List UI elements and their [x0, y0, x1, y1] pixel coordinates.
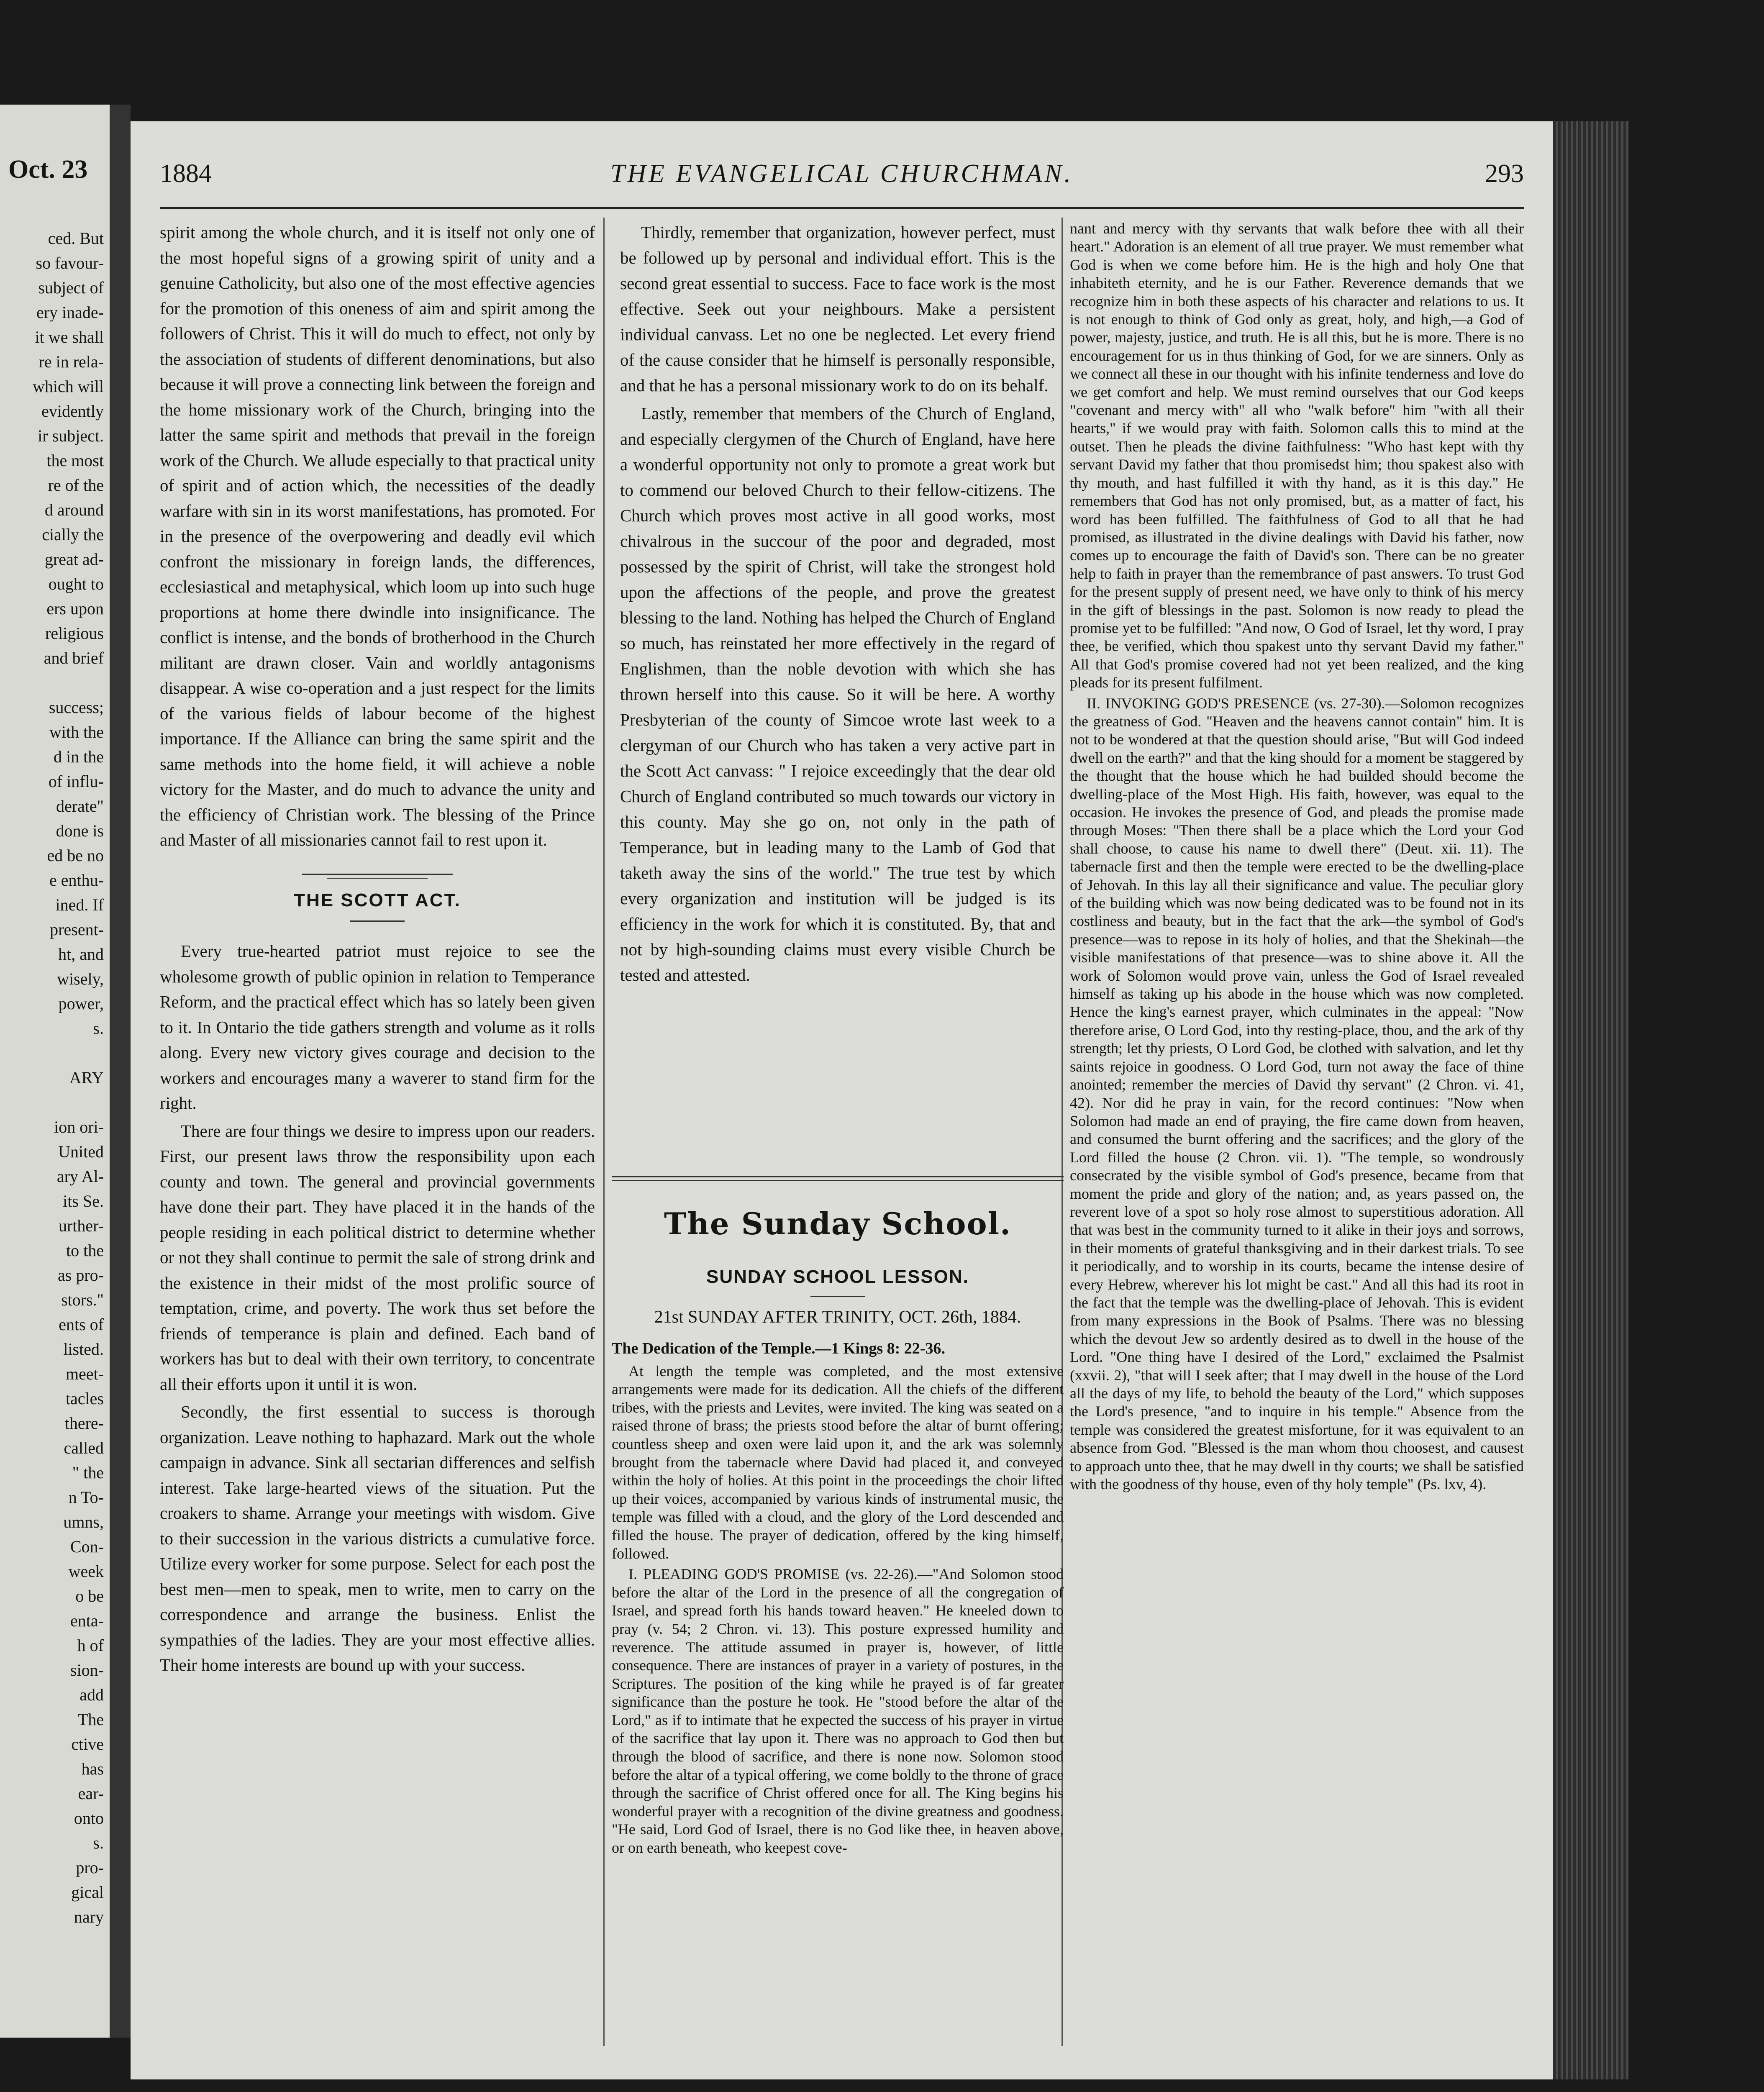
facing-page-line: ir subject. — [38, 426, 104, 445]
facing-page-line: as pro- — [58, 1266, 104, 1284]
facing-page-line: d in the — [54, 747, 104, 766]
heading-rule — [810, 1296, 865, 1297]
column-3 — [1070, 220, 1524, 2048]
lesson-paragraph: II. INVOKING GOD'S PRESENCE (vs. 27-30).—Solomon recognizes the greatness of God. "Heaven and the heavens cannot contain" him. It is not to be wondered at that the question should arise, "But will God indeed dwell on the earth?" and that the king should for a moment be staggered by the thought that the house which he had builded should become the dwelling-place of the Most High. His faith, however, was equal to the occasion. He invokes the presence of God, and pleads the promise made through Moses: "Then there shall be a place which the Lord your God shall choose, to cause his name to dwell there" (Deut. xii. 11). The tabernacle first and then the temple were erected to be the dwelling-place of Jehovah. In this lay all their significance and value. The peculiar glory of the building which was now being dedicated was to be found not in its costliness and beauty, but in the fact that the ark—the symbol of God's presence—was to repose in its holy of holies, and that the Shekinah—the visible manifestations of that presence—was to shine above it. All the work of Solomon would prove vain, unless the God of Israel revealed himself as taking up his abode in the house which was now completed. Hence the king's earnest prayer, which culminates in the appeal: "Now therefore arise, O Lord God, into thy resting-place, thou, and the ark of thy strength; let thy priests, O Lord God, be clothed with salvation, and let thy saints rejoice in goodness. O Lord God, turn not away the face of thine anointed; remember the mercies of David thy servant" (2 Chron. vi. 41, 42). Nor did he pray in vain, for the record continues: "Now when Solomon had made an end of praying, the fire came down from heaven, and consumed the burnt offering and the sacrifices; and the glory of the Lord filled the house (2 Chron. vii. 1). "The temple, so wondrously consecrated by the visible symbol of God's presence, became from that moment the pride and glory of the nation; and, as years passed on, the reverent love of a spot so holy rose almost to superstitious adoration. All that was best in the community turned to it alike in their joys and sorrows, in their moments of grateful thanksgiving and in their darkest trials. To see it periodically, and to worship in its courts, became the intense desire of every Hebrew, wherever his lot might be cast." And all this had its root in the fact that the temple was the dwelling-place of Jehovah. This is evident from many expressions in the Book of Psalms. There was no blessing which the devout Jew so ardently desired as to dwell in the house of the Lord. "One thing have I desired of the Lord," exclaimed the Psalmist (xxvii. 2), "that will I seek after; that I may dwell in the house of the Lord all the days of my life, to behold the beauty of the Lord," which supposes the Lord's presence, "and to inquire in his temple." Absence from the temple was considered the greatest misfortune, for it was equivalent to an absence from God. "Blessed is the man whom thou choosest, and causest to approach unto thee, that he may dwell in thy courts; we shall be satisfied with the goodness of thy house, even of thy holy temple" (Ps. lxv, 4). — [1070, 695, 1524, 1493]
ornamental-rule — [302, 874, 453, 875]
facing-page-line: The — [77, 1710, 104, 1729]
facing-page-line: with the — [49, 723, 104, 741]
facing-page-line: enta- — [70, 1611, 104, 1630]
facing-page-line: h of — [77, 1636, 104, 1655]
facing-page-line: subject of — [38, 278, 104, 297]
header-rule — [160, 207, 1524, 209]
page-number: 293 — [1485, 159, 1524, 188]
facing-page-line — [3, 670, 108, 695]
facing-page-line: tacles — [65, 1389, 104, 1408]
facing-page-line: ery inade- — [36, 303, 104, 322]
facing-page-line: present- — [50, 920, 104, 939]
facing-page-line: and brief — [44, 649, 104, 667]
article-paragraph: There are four things we desire to impress upon our readers. First, our present laws throw the responsibility upon each county and town. The general and provincial governments have done their part. They have placed it in the hands of the people residing in each political district to determine whether or not they shall continue to permit the sale of strong drink and the existence in their midst of the most prolific source of temptation, crime, and poverty. The work thus set before the friends of temperance is plain and defined. Each band of workers has but to deal with their own territory, to concentrate all their efforts upon it until it is won. — [160, 1121, 595, 1394]
facing-page-line: umns, — [63, 1513, 104, 1531]
facing-page-line: ought to — [48, 574, 104, 593]
facing-page-line: o be — [75, 1587, 104, 1605]
lesson-subheading: The Dedication of the Temple.—1 Kings 8: 22-36. — [612, 1340, 945, 1357]
page-header — [160, 159, 1524, 197]
page-edge — [1553, 121, 1628, 2079]
lesson-paragraph: I. PLEADING GOD'S PROMISE (vs. 22-26).—"And Solomon stood before the altar of the Lord in the presence of all the congregation of Israel, and spread forth his hands toward heaven." He kneeled down to pray (v. 54; 2 Chron. vi. 13). This posture expressed humility and reverence. The attitude assumed in prayer is, however, of little consequence. There are instances of prayer in a variety of postures, in the Scriptures. The position of the king while he prayed is of far greater significance than the posture he took. He "stood before the altar of the Lord," as if to intimate that he expected the success of his prayer in virtue of the sacrifice that lay upon it. There was no approach to God then but through the blood of sacrifice, and there is none now. Solomon stood before the altar of a typical offering, we come boldly to the throne of grace through the sacrifice of Christ offered once for all. The King begins his wonderful prayer with a recognition of the divine greatness and goodness. "He said, Lord God of Israel, there is no God like thee, in heaven above, or on earth beneath, who keepest cove- — [612, 1566, 1064, 1856]
facing-page-line: gical — [71, 1883, 104, 1902]
book-gutter — [110, 105, 131, 2038]
facing-page-line: of influ- — [48, 772, 104, 791]
lesson-paragraph: nant and mercy with thy servants that walk before thee with all their heart." Adoration is an element of all true prayer. We must remember what God is when we come before him. He is the high and holy One that inhabiteth eternity, and he is our Father. Reverence demands that we recognize him in both these aspects of his character and relations to us. It is not enough to think of God only as great, holy, and high,—a God of power, majesty, justice, and truth. He is all this, but he is more. There is no encouragement for us in thus thinking of God, for we are sinners. Only as we connect all these in our thought with his infinite tenderness and love do we get comfort and help. We must remind ourselves that our God keeps "covenant and mercy with" all who "walk before" him "with all their hearts," if we would pray with faith. Solomon calls this to mind at the outset. Then he pleads the divine faithfulness: "Who hast kept with thy servant David my father that thou promisedst him; thou spakest also with thy mouth, and hast fulfilled it with thy hand, as it is this day." He remembers that God has not only promised, but, as a matter of fact, his word has been fulfilled. The faithfulness of God to all that he had promised, as illustrated in the divine dealings with David his father, now comes up to encourage the faith of David's son. There can be no greater help to faith in prayer than the remembrance of past answers. To trust God for the present supply of present need, we have only to think of his mercy in the gift of blessings in the past. Solomon is now ready to plead the promise yet to be fulfilled: "And now, O God of Israel, let thy word, I pray thee, be verified, which thou spakest unto thy servant David my father." All that God's promise covered had not yet been realized, and the king pleads for its present fulfilment. — [1070, 220, 1524, 691]
facing-page-line: s. — [93, 1833, 104, 1852]
facing-page-line — [3, 1041, 108, 1065]
lesson-heading: SUNDAY SCHOOL LESSON. — [706, 1266, 969, 1287]
facing-page-line: evidently — [41, 402, 104, 420]
sunday-school-section — [612, 1176, 1064, 2092]
column-2 — [620, 220, 1055, 1165]
heading-rule — [350, 920, 405, 922]
facing-page-line: urther- — [58, 1216, 104, 1235]
section-rule — [612, 1180, 1064, 1181]
facing-page-line: onto — [74, 1809, 104, 1828]
facing-page-line: ARY — [69, 1068, 104, 1087]
section-rule — [612, 1176, 1064, 1177]
facing-page-line: re in rela- — [38, 352, 104, 371]
facing-page-line: has — [81, 1759, 104, 1778]
facing-page-line: Con- — [70, 1537, 104, 1556]
facing-page-line: called — [64, 1438, 104, 1457]
facing-page-line: ers upon — [46, 599, 104, 618]
facing-page-date: Oct. 23 — [8, 155, 88, 184]
sunday-school-title: The Sunday School. — [664, 1206, 1012, 1241]
article-paragraph: Secondly, the first essential to success is thorough organization. Leave nothing to haphazard. Mark out the whole campaign in advance. Sink all sectarian differences and selfish interest. Take large-hearted views of the situation. Put the croakers to shame. Arrange your meetings with wisdom. Give to their succession in the various districts a cumulative force. Utilize every worker for some purpose. Select for each post the best men—men to speak, men to write, men to carry on the correspondence and arrange the business. Enlist the sympathies of the ladies. They are your most effective allies. Their home interests are bound up with your success. — [160, 1402, 595, 1674]
facing-page-line: pro- — [76, 1858, 104, 1877]
newspaper-page — [131, 121, 1553, 2079]
facing-page-line: week — [68, 1562, 104, 1581]
facing-page-line: its Se. — [63, 1192, 104, 1210]
facing-page-line: ion ori- — [54, 1118, 104, 1136]
facing-page-line: so favour- — [36, 254, 104, 272]
facing-page-line: which will — [33, 377, 104, 396]
facing-page-line: listed. — [63, 1340, 104, 1359]
facing-page-line: United — [58, 1142, 104, 1161]
facing-page-line: nary — [74, 1907, 104, 1926]
facing-page-line: ear- — [78, 1784, 104, 1803]
facing-page-line: add — [79, 1685, 104, 1704]
lesson-date: 21st SUNDAY AFTER TRINITY, OCT. 26th, 1884. — [654, 1308, 1021, 1327]
facing-page-line: ents of — [59, 1315, 104, 1334]
facing-page-line: d around — [44, 500, 104, 519]
facing-page-line: power, — [58, 994, 104, 1013]
facing-page-line: it we shall — [35, 328, 104, 346]
facing-page-line: s. — [93, 1019, 104, 1038]
facing-page-line: success; — [49, 698, 104, 717]
facing-page-line: done is — [56, 821, 104, 840]
facing-page-line: ced. But — [48, 229, 104, 248]
facing-page-line: n To- — [68, 1488, 104, 1507]
facing-page-line: ary Al- — [56, 1167, 104, 1186]
facing-page-line: ctive — [71, 1735, 104, 1754]
facing-page-line: there- — [64, 1414, 104, 1433]
facing-page-line: stors." — [61, 1290, 104, 1309]
facing-page-line: religious — [45, 624, 104, 643]
article-paragraph: Every true-hearted patriot must rejoice to see the wholesome growth of public opinion in relation to Temperance Reform, and the practical effect which has so lately been given to it. In Ontario the tide gathers strength and volume as it rolls along. Every new victory gives courage and decision to the workers and encourages many a waverer to stand firm for the right. — [160, 941, 595, 1113]
facing-page-line: meet- — [65, 1364, 104, 1383]
facing-page-line: cially the — [42, 525, 104, 544]
article-paragraph: spirit among the whole church, and it is itself not only one of the most hopeful signs of a growing spirit of unity and a genuine Catholicity, but also one of the most effective agencies for the promotion of this oneness of aim and spirit among the followers of Christ. This it will do much to effect, not only by the association of students of different denominations, but also because it will prove a connecting link between the foreign and the home missionary work of the Church, bringing into the latter the same spirit and methods that prevail in the foreign work of the Church. We allude especially to that practical unity of spirit and of action which, the necessities of the deadly warfare with sin in its worst manifestations, has promoted. For in the presence of the overpowering and deadly evil which confront the missionary in foreign lands, the differences, ecclesiastical and metaphysical, which loom up into such huge proportions at home there dwindle into insignificance. The conflict is intense, and the bonds of brotherhood in the Church militant are drawn closer. Vain and worldly antagonisms disappear. A wise co-operation and a just respect for the limits of the various fields of labour become of the highest importance. If the Alliance can bring the same spirit and the same methods into the home field, it will achieve a noble victory for the Master, and do much to advance the unity and the efficiency of Christian work. The blessing of the Prince and Master of all missionaries cannot fail to rest upon it. — [160, 223, 595, 849]
facing-page-line: to the — [66, 1241, 104, 1260]
facing-page-line: ed be no — [47, 846, 104, 865]
facing-page-line: the most — [46, 451, 104, 470]
facing-page-line: ined. If — [55, 895, 104, 914]
column-1 — [160, 220, 595, 1680]
facing-page-line: re of the — [48, 476, 104, 495]
facing-page-line: great ad- — [44, 550, 104, 569]
facing-page-text — [3, 226, 108, 1929]
lesson-paragraph: At length the temple was completed, and the most extensive arrangements were made for its dedication. All the chiefs of the different tribes, with the priests and Levites, were invited. The king was seated on a raised throne of brass; the priests stood before the altar of burnt offering; countless sheep and oxen were laid upon it, and the ark was solemnly brought from the tabernacle where David had placed it, and conveyed within the holy of holies. At this point in the proceedings the choir lifted up their voices, accompanied by various kinds of instrumental music, the temple was filled with a cloud, and the glory of the Lord descended and filled the house. The prayer of dedication, offered by the king himself, followed. — [612, 1362, 1064, 1562]
header-year: 1884 — [160, 159, 212, 188]
facing-page-line: derate" — [56, 797, 104, 815]
article-paragraph: Lastly, remember that members of the Church of England, and especially clergymen of the Church of England, have here a wonderful opportunity not only to promote a great work but to commend our beloved Church to their fellow-citizens. The Church which proves most active in all good works, most chivalrous in the succour of the poor and degraded, most possessed by the spirit of Christ, will take the strongest hold upon the affections of the people, and prove the greatest blessing to the land. Nothing has helped the Church of England so much, has reinstated her more effectively in the regard of Englishmen, than the noble devotion with which she has thrown herself into this cause. So it will be here. A worthy Presbyterian of the county of Simcoe wrote last week to a clergyman of our Church who has taken a very active part in the Scott Act canvass: " I rejoice exceedingly that the dear old Church of England contributed so much towards our victory in this county. May she go on, not only in the path of Temperance, but in leading many to the Lamb of God that taketh away the sins of the world." The true test by which every organization and institution will be judged is its efficiency in the work for which it is constituted. By, that and not by high-sounding claims must every visible Church be tested and attested. — [620, 404, 1055, 984]
facing-page-fragment — [0, 105, 110, 2038]
facing-page-line: wisely, — [57, 969, 104, 988]
facing-page-line — [3, 1090, 108, 1115]
column-divider — [603, 218, 605, 2046]
facing-page-line: ht, and — [58, 945, 104, 964]
facing-page-line: sion- — [70, 1661, 104, 1679]
article-paragraph: Thirdly, remember that organization, however perfect, must be followed up by personal and individual effort. This is the second great essential to success. Face to face work is the most effective. Seek out your neighbours. Make a persistent individual canvass. Let no one be neglected. Let every friend of the cause consider that he himself is personally responsible, and that he has a personal missionary work to do on its behalf. — [620, 223, 1055, 395]
newspaper-title: THE EVANGELICAL CHURCHMAN. — [610, 159, 1074, 188]
facing-page-line: e enthu- — [49, 871, 104, 890]
facing-page-line: " the — [72, 1463, 104, 1482]
lesson-body — [612, 1340, 1064, 2092]
scott-act-heading: THE SCOTT ACT. — [294, 890, 461, 910]
